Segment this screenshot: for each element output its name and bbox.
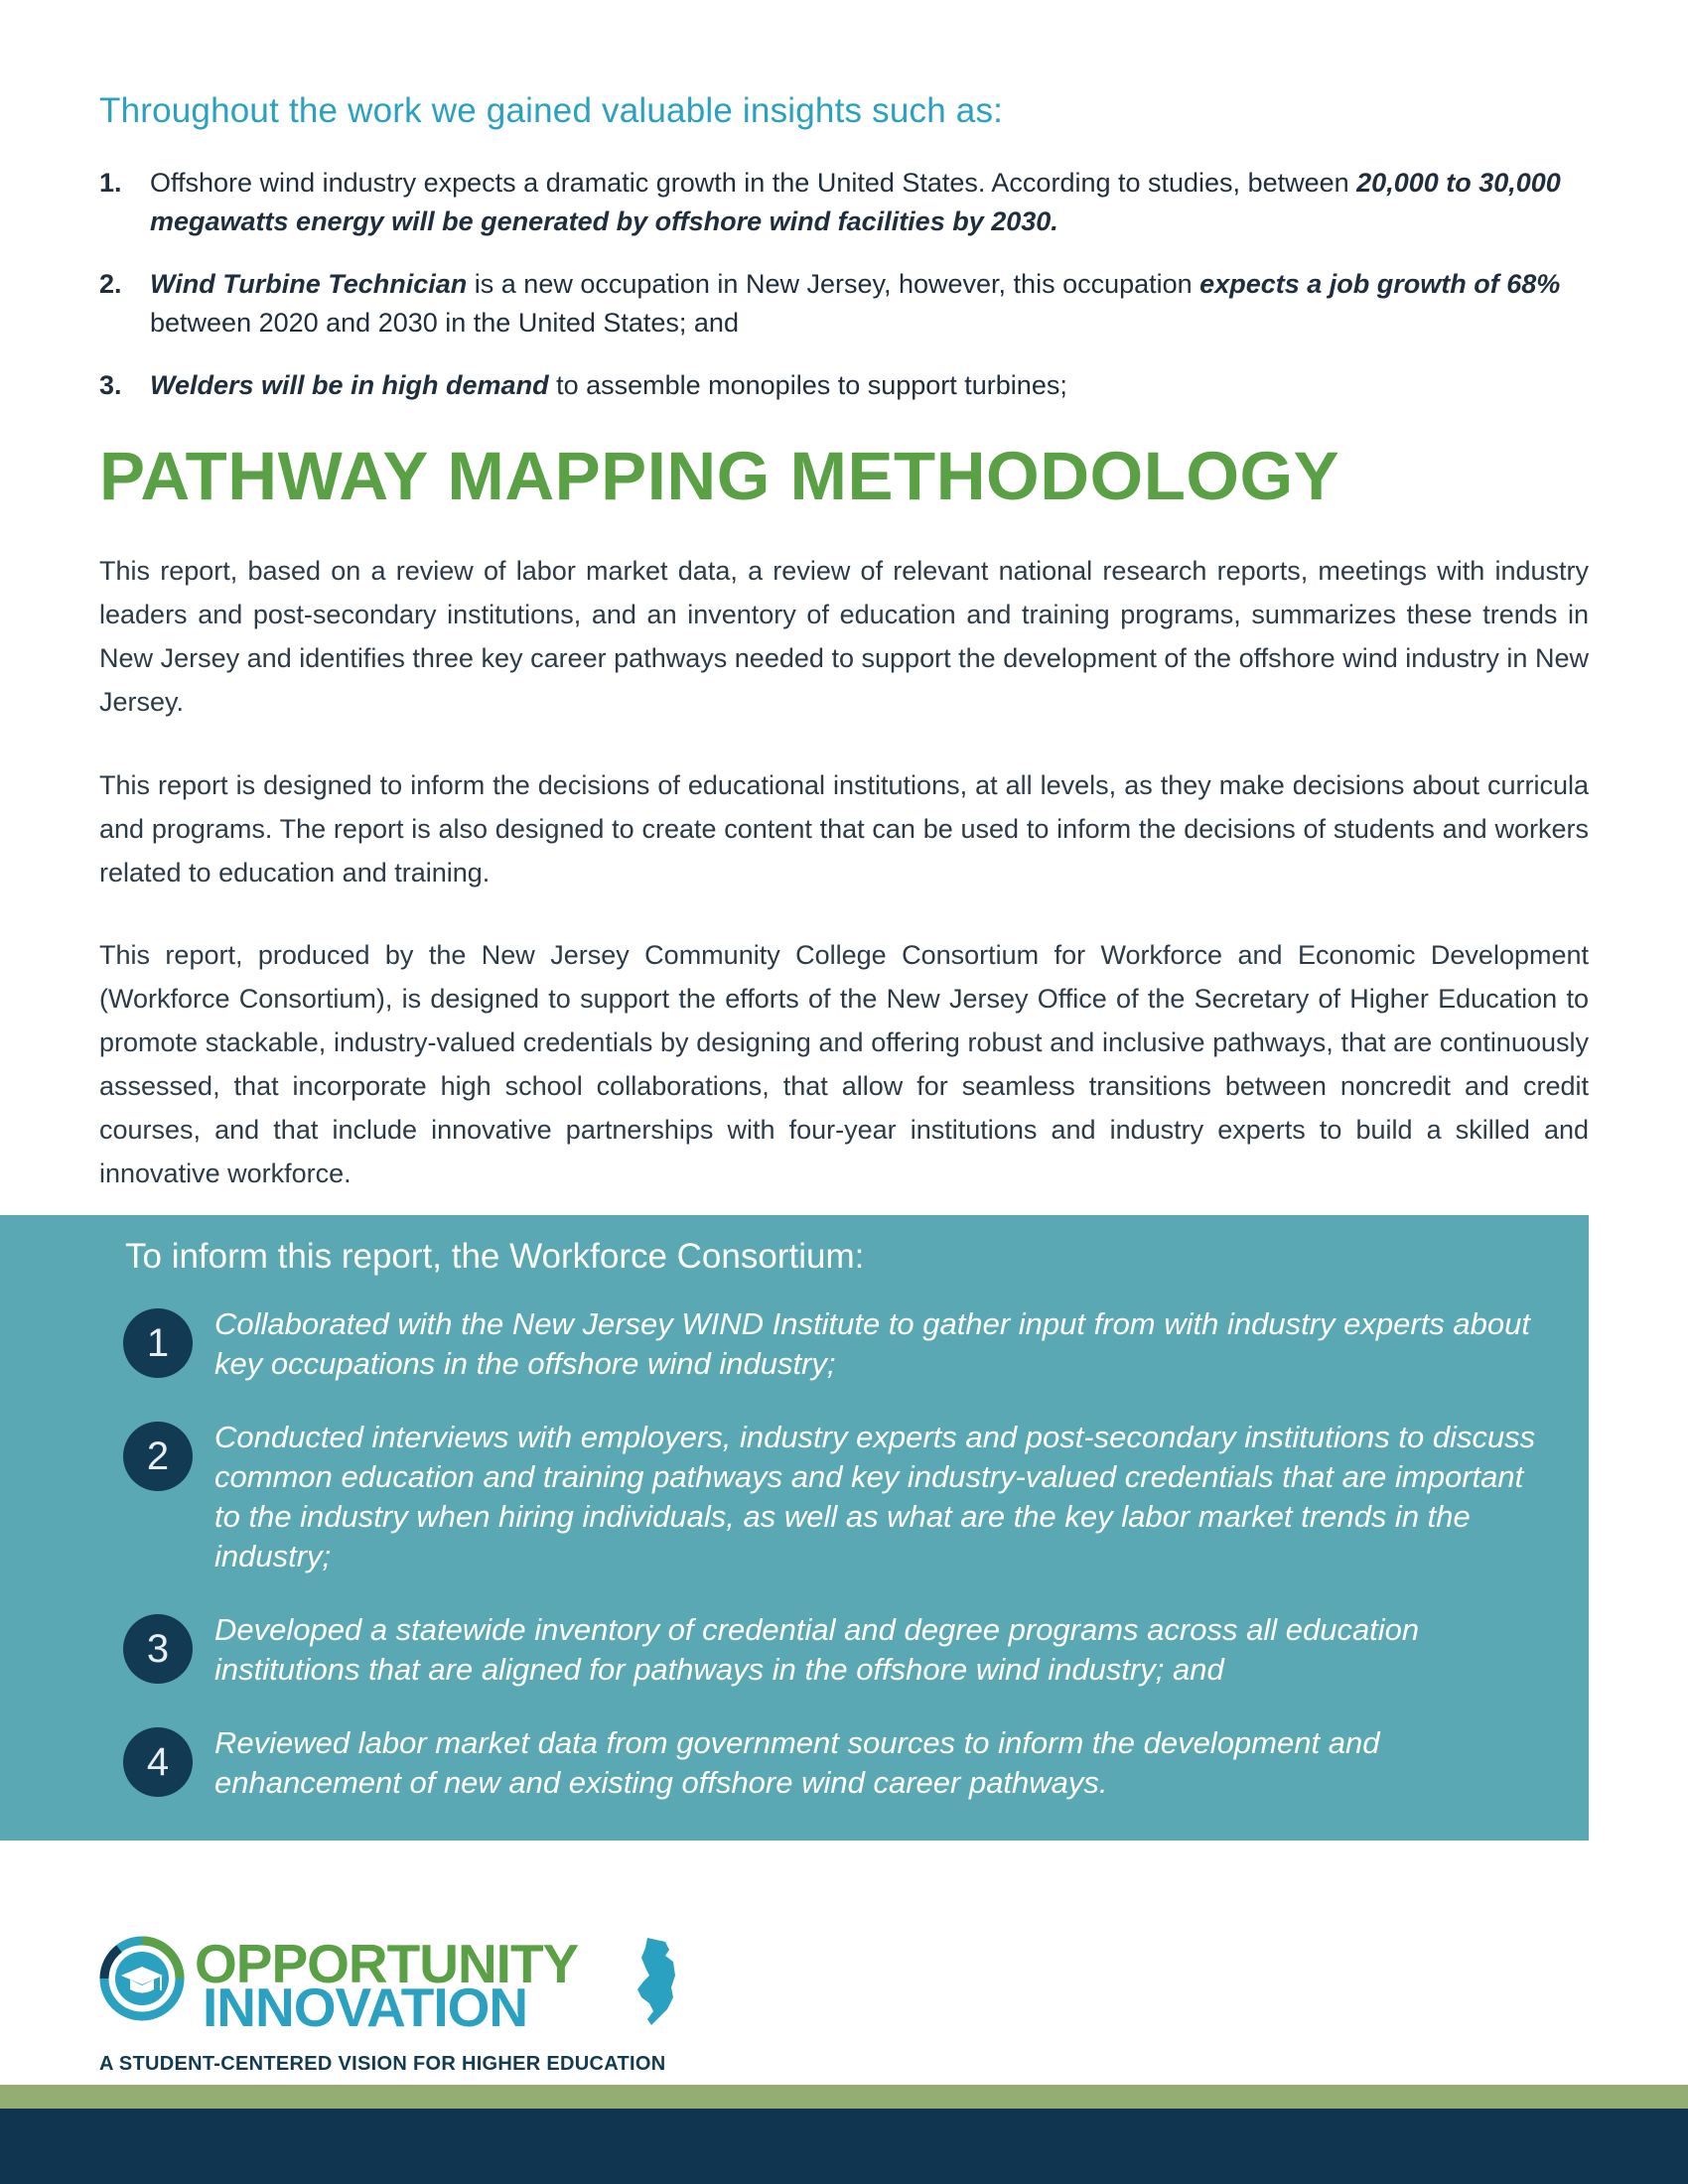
methodology-paragraph-2: This report is designed to inform the decisions of educational institutions, at all levels, as they make decisions about curricula and programs. The report is also designed to create content that can be used to inform the decisions of students and workers related to education and training. bbox=[99, 770, 1589, 887]
footer-green-band bbox=[0, 2085, 1688, 2109]
step-number-badge: 3 bbox=[123, 1614, 193, 1684]
insight-emphasis: Wind Turbine Technician bbox=[150, 269, 468, 299]
step-text: Conducted interviews with employers, industry experts and post-secondary institutions to discuss common education and training pathways and key industry-valued credentials that are important to the industry when hiring individuals, as well as what are the key labor market trends in the industry; bbox=[214, 1420, 1536, 1573]
insight-item-2 bbox=[99, 265, 1589, 342]
step-text: Reviewed labor market data from government sources to inform the development and enhancement of new and existing offshore wind career pathways. bbox=[214, 1725, 1380, 1800]
section-title: PATHWAY MAPPING METHODOLOGY bbox=[99, 438, 1340, 514]
consortium-callout-box bbox=[0, 1215, 1589, 1841]
insights-list bbox=[99, 164, 1589, 429]
new-jersey-map-icon bbox=[635, 1936, 681, 2027]
step-item-4 bbox=[123, 1723, 1553, 1803]
methodology-paragraph-1: This report, based on a review of labor market data, a review of relevant national research reports, meetings with industry leaders and post-secondary institutions, and an inventory of education and training programs, summarizes these trends in New Jersey and identifies three key career pathways needed to support the development of the offshore wind industry in New Jersey. bbox=[99, 556, 1589, 717]
step-number-badge: 2 bbox=[123, 1422, 193, 1491]
insight-emphasis: Welders will be in high demand bbox=[150, 370, 549, 400]
insight-text: Offshore wind industry expects a dramatic growth in the United States. According to studies, between bbox=[150, 168, 1357, 198]
insight-number: 2. bbox=[99, 269, 122, 299]
insight-emphasis: expects a job growth of 68% bbox=[1199, 269, 1561, 299]
step-item-1 bbox=[123, 1304, 1553, 1384]
step-text: Collaborated with the New Jersey WIND Institute to gather input from with industry experts about key occupations in the offshore wind industry; bbox=[214, 1306, 1530, 1381]
insight-emphasis: 20,000 to 30,000 megawatts energy will be generated by offshore wind facilities by 2030. bbox=[150, 168, 1561, 236]
insights-heading: Throughout the work we gained valuable insights such as: bbox=[99, 91, 1004, 130]
graduation-cap-icon bbox=[99, 1936, 185, 2021]
footer-navy-band bbox=[0, 2109, 1688, 2184]
step-item-2 bbox=[123, 1418, 1553, 1576]
insight-text: between 2020 and 2030 in the United States; and bbox=[150, 308, 739, 338]
step-number-badge: 4 bbox=[123, 1727, 193, 1797]
insight-text: to assemble monopiles to support turbines; bbox=[548, 370, 1067, 400]
step-number-badge: 1 bbox=[123, 1308, 193, 1378]
logo-word-opportunity: OPPORTUNITY bbox=[195, 1933, 579, 1994]
insight-number: 1. bbox=[99, 168, 122, 198]
step-item-3 bbox=[123, 1610, 1553, 1690]
methodology-paragraph-3: This report, produced by the New Jersey Community College Consortium for Workforce and Economic Development (Workforce Consortium), is designed to support the efforts of the New Jersey Office of the Secretary of Higher Education to promote stackable, industry-valued credentials by designing and offering robust and inclusive pathways, that are continuously assessed, that incorporate high school collaborations, that allow for seamless transitions between noncredit and credit courses, and that include innovative partnerships with four-year institutions and industry experts to build a skilled and innovative workforce. bbox=[99, 940, 1589, 1188]
step-text: Developed a statewide inventory of credential and degree programs across all education institutions that are aligned for pathways in the offshore wind industry; and bbox=[214, 1612, 1420, 1687]
logo-tagline: A STUDENT-CENTERED VISION FOR HIGHER EDUCATION bbox=[99, 2053, 666, 2075]
insight-item-3 bbox=[99, 366, 1589, 405]
insight-number: 3. bbox=[99, 370, 122, 400]
steps-list bbox=[123, 1304, 1553, 1837]
insight-text: is a new occupation in New Jersey, however, this occupation bbox=[467, 269, 1200, 299]
logo-word-innovation: INNOVATION bbox=[203, 1977, 528, 2038]
callout-heading: To inform this report, the Workforce Consortium: bbox=[125, 1237, 865, 1276]
insight-item-1 bbox=[99, 164, 1589, 241]
opportunity-innovation-logo bbox=[99, 1933, 794, 2075]
